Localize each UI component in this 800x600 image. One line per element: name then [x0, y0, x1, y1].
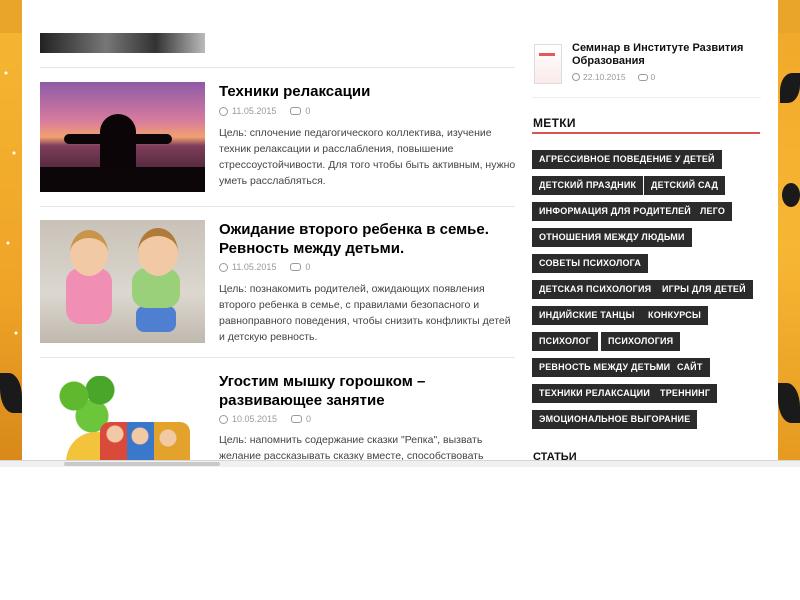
- post-divider: [40, 67, 515, 68]
- calendar-icon: [572, 73, 580, 81]
- tag-link[interactable]: ПСИХОЛОГ: [532, 332, 598, 351]
- tag-link[interactable]: САЙТ: [670, 358, 710, 377]
- background-decor-right: [778, 33, 800, 460]
- calendar-icon: [219, 415, 228, 424]
- articles-widget-title: СТАТЬИ: [533, 451, 577, 460]
- tag-link[interactable]: РЕВНОСТЬ МЕЖДУ ДЕТЬМИ: [532, 358, 677, 377]
- tag-link[interactable]: ТЕХНИКИ РЕЛАКСАЦИИ: [532, 384, 657, 403]
- post-item: [40, 82, 515, 192]
- tag-link[interactable]: ДЕТСКИЙ САД: [644, 176, 725, 195]
- post-excerpt: Цель: познакомить родителей, ожидающих появления второго ребенка в семье, с правилами безопасного и равноправного поведения, чтобы снизить конфликты детей и детскую ревность.: [219, 283, 511, 343]
- post-item: [40, 220, 515, 344]
- comment-count[interactable]: 0: [305, 262, 311, 272]
- tag-link[interactable]: ИНДИЙСКИЕ ТАНЦЫ: [532, 306, 642, 325]
- recent-post-date: 22.10.2015: [583, 72, 626, 82]
- post-title[interactable]: Ожидание второго ребенка в семье. Ревность между детьми.: [219, 221, 489, 257]
- post-title[interactable]: Угостим мышку горошком – развивающее занятие: [219, 373, 426, 409]
- post-meta: [219, 106, 310, 116]
- post-excerpt: Цель: сплочение педагогического коллектива, изучение техник релаксации и расслабления, повышение стрессоустойчивости. Для того чтобы быть активным, нужно уметь расслабляться.: [219, 127, 516, 187]
- tag-link[interactable]: ИНФОРМАЦИЯ ДЛЯ РОДИТЕЛЕЙ: [532, 202, 698, 221]
- post-date: 11.05.2015: [232, 106, 277, 116]
- recent-post-title[interactable]: Семинар в Институте Развития Образования: [572, 42, 744, 67]
- tag-link[interactable]: ДЕТСКИЙ ПРАЗДНИК: [532, 176, 643, 195]
- post-item: [40, 372, 515, 460]
- recent-post-meta: [572, 72, 655, 82]
- tag-link[interactable]: ДЕТСКАЯ ПСИХОЛОГИЯ: [532, 280, 658, 299]
- scrollbar-thumb[interactable]: [64, 462, 220, 466]
- calendar-icon: [219, 263, 228, 272]
- post-thumbnail[interactable]: [40, 82, 205, 192]
- post-meta: [219, 262, 310, 272]
- post-thumbnail[interactable]: [40, 220, 205, 343]
- post-excerpt: Цель: напомнить содержание сказки "Репка", вызвать желание рассказывать сказку вместе, способствовать: [219, 434, 484, 460]
- recent-post-comments[interactable]: 0: [650, 72, 656, 82]
- calendar-icon: [219, 107, 228, 116]
- tag-link[interactable]: ИГРЫ ДЛЯ ДЕТЕЙ: [655, 280, 753, 299]
- background-decor-left: [0, 33, 22, 460]
- previous-post-thumbnail[interactable]: [40, 33, 205, 53]
- comment-count[interactable]: 0: [306, 414, 312, 424]
- tag-link[interactable]: ПСИХОЛОГИЯ: [601, 332, 680, 351]
- tag-link[interactable]: ТРЕННИНГ: [653, 384, 717, 403]
- comment-icon: [290, 107, 301, 115]
- recent-post-thumbnail[interactable]: [534, 44, 562, 84]
- tag-link[interactable]: ОТНОШЕНИЯ МЕЖДУ ЛЮДЬМИ: [532, 228, 692, 247]
- post-divider: [40, 206, 515, 207]
- tag-link[interactable]: СОВЕТЫ ПСИХОЛОГА: [532, 254, 648, 273]
- sidebar-divider: [532, 97, 761, 98]
- tags-widget-title: МЕТКИ: [533, 116, 576, 130]
- post-title[interactable]: Техники релаксации: [219, 83, 371, 100]
- comment-icon: [638, 74, 648, 81]
- comment-icon: [291, 415, 302, 423]
- post-date: 10.05.2015: [232, 414, 278, 424]
- widget-title-underline: [532, 132, 760, 134]
- tag-link[interactable]: АГРЕССИВНОЕ ПОВЕДЕНИЕ У ДЕТЕЙ: [532, 150, 722, 169]
- comment-count[interactable]: 0: [305, 106, 311, 116]
- horizontal-scrollbar[interactable]: [0, 460, 800, 467]
- post-divider: [40, 357, 515, 358]
- tag-link[interactable]: КОНКУРСЫ: [641, 306, 708, 325]
- post-date: 11.05.2015: [232, 262, 277, 272]
- comment-icon: [290, 263, 301, 271]
- tag-link[interactable]: ЛЕГО: [693, 202, 732, 221]
- tag-link[interactable]: ЭМОЦИОНАЛЬНОЕ ВЫГОРАНИЕ: [532, 410, 697, 429]
- post-thumbnail[interactable]: [40, 372, 205, 460]
- post-meta: [219, 414, 311, 424]
- page-content: [22, 0, 778, 460]
